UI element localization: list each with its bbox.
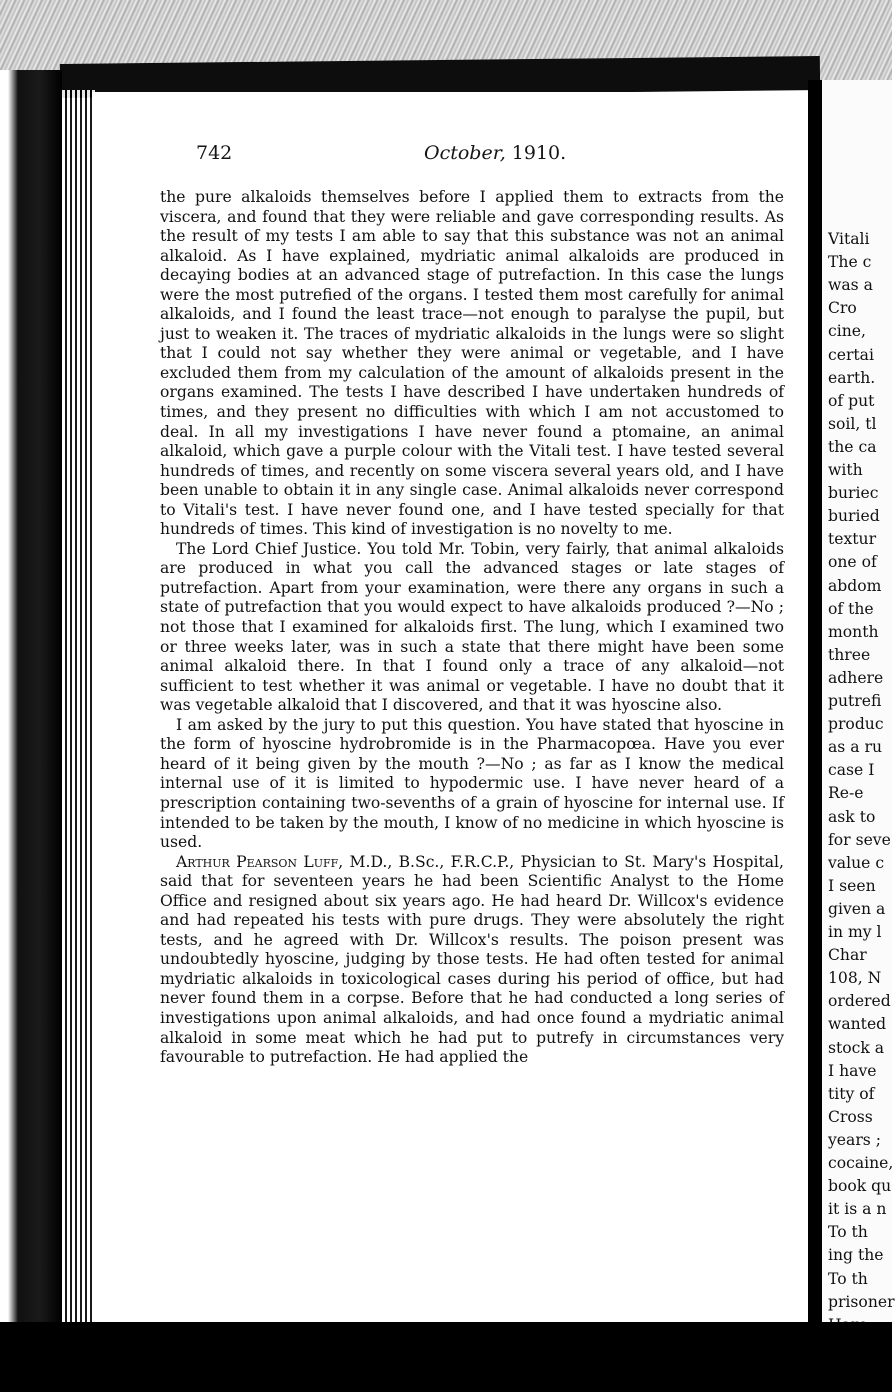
right-page-line: wanted: [828, 1015, 887, 1034]
right-page-line: with: [828, 461, 863, 479]
right-page-line: one of: [828, 553, 877, 572]
right-page-line: month: [828, 622, 879, 641]
right-page-line: earth.: [828, 368, 876, 387]
paragraph: I am asked by the jury to put this question. You have stated that hyoscine in the form of hyoscine hydrobromide is in the Pharmacopœa. Have you ever heard of it being given by the mouth ?—No ; as far as I know the medical internal use of it is limited to hypodermic use. I have never heard of a prescription containing two-sevenths of a grain of hyoscine for internal use. If intended to be taken by the mouth, I know of no medicine in which hyoscine is used.: [160, 715, 784, 852]
right-page-line: value c: [828, 853, 885, 872]
page-number: 742: [196, 142, 233, 164]
right-page-line: Cro: [828, 299, 857, 318]
right-page-line: abdom: [828, 576, 882, 595]
right-page-line: stock a: [828, 1038, 885, 1057]
right-page-line: putrefi: [828, 692, 882, 710]
right-page-line: produc: [828, 715, 884, 734]
right-page-line: prisoner: [828, 1292, 895, 1311]
right-page-line: buried: [828, 507, 880, 526]
right-page-line: of put: [828, 391, 875, 410]
right-page-line: was a: [828, 276, 873, 295]
right-page-line: as a ru: [828, 738, 883, 757]
right-page-line: Vitali: [828, 230, 870, 248]
paragraph: The Lord Chief Justice. You told Mr. Tobin, very fairly, that animal alkaloids are produced in what you call the advanced stages or late stages of putrefaction. Apart from your examination, were there any organs in such a state of putrefaction that you would expect to have alkaloids produced ?—No ; not those that I examined for alkaloids first. The lung, which I examined two or three weeks later, was in such a state that there might have been some animal alkaloid there. In that I found only a trace of any alkaloid—not sufficient to test whether it was animal or vegetable. I have no doubt that it was vegetable alkaloid that I discovered, and that it was hyoscine also.: [160, 539, 784, 715]
body-text: [160, 188, 784, 1068]
page-header: [196, 142, 756, 172]
scan-border-left: [0, 70, 62, 1392]
right-page-line: I have: [828, 1061, 877, 1080]
right-page-line: Char: [828, 946, 867, 965]
paragraph: the pure alkaloids themselves before I applied them to extracts from the viscera, and found that they were reliable and gave corresponding results. As the result of my tests I am able to say that this substance was not an animal alkaloid. As I have explained, mydriatic animal alkaloids are produced in decaying bodies at an advanced stage of putrefaction. In this case the lungs were the most putrefied of the organs. I tested them most carefully for animal alkaloids, and I found the least trace—not enough to paralyse the pupil, but just to weaken it. The traces of mydriatic alkaloids in the lungs were so slight that I could not say whether they were animal or vegetable, and I have excluded them from my calculation of the amount of alkaloids present in the organs examined. The tests I have described I have undertaken hundreds of times, and they present no difficulties with which I am not accustomed to deal. In all my investigations I have never found a ptomaine, an animal alkaloid, which gave a purple colour with the Vitali test. I have tested several hundreds of times, and recently on some viscera several years old, and I have been unable to obtain it in any single case. Animal alkaloids never correspond to Vitali's test. I have never found one, and I have tested specially for that hundreds of times. This kind of investigation is no novelty to me.: [160, 188, 784, 539]
right-page-line: years ;: [828, 1130, 882, 1149]
right-page-line: in my l: [828, 923, 882, 941]
right-page-line: the ca: [828, 437, 877, 456]
right-page-line: To th: [828, 1269, 868, 1288]
running-title: [424, 142, 566, 164]
book-spine-page-edges: [62, 90, 96, 1330]
right-page-line: ing the: [828, 1246, 884, 1265]
right-page-line: cocaine,: [828, 1154, 894, 1172]
running-title-year: 1910.: [511, 142, 567, 164]
right-page-line: Cross: [828, 1107, 873, 1126]
right-page-line: book qu: [828, 1177, 892, 1196]
right-page-line: three: [828, 645, 871, 664]
right-page-line: ordered: [828, 992, 891, 1011]
book-gutter: [808, 80, 822, 1330]
right-page-line: given a: [828, 899, 886, 918]
right-page-line: 108, N: [828, 969, 882, 988]
witness-testimony: M.D., B.Sc., F.R.C.P., Physician to St. Mary's Hospital, said that for seventeen years he had been Scientific Analyst to the Home Office and resigned about six years ago. He had heard Dr. Willcox's evidence and had repeated his tests with pure drugs. They were absolutely the right tests, and he agreed with Dr. Willcox's results. The poison present was undoubtedly hyoscine, judging by those tests. He had often tested for animal mydriatic alkaloids in toxicological cases during his period of office, but had never found them in a corpse. Before that he had conducted a long series of investigations upon animal alkaloids, and had once found a mydriatic animal alkaloid in some meat which he had put to putrefy in circumstances very favourable to putrefaction. He had applied the: [160, 852, 784, 1067]
right-page-line: To th: [828, 1223, 868, 1242]
right-page-line: Re-e: [828, 784, 864, 803]
right-page-line: adhere: [828, 668, 884, 687]
right-page-line: ask to: [828, 807, 876, 826]
right-page-line: I seen: [828, 876, 876, 895]
right-page-line: it is a n: [828, 1200, 887, 1219]
witness-name: Arthur Pearson Luff,: [176, 852, 344, 871]
right-page-line: buriec: [828, 484, 879, 503]
right-page-line: soil, tl: [828, 414, 877, 433]
right-page-line: certai: [828, 345, 874, 364]
running-title-month: October,: [424, 142, 506, 164]
right-page-fragment: [822, 80, 895, 1330]
scan-border-bottom: [0, 1322, 892, 1392]
right-page-line: textur: [828, 530, 877, 549]
paragraph-luff: [160, 853, 784, 1068]
right-page-line: cine,: [828, 322, 866, 341]
right-page-line: tity of: [828, 1084, 875, 1103]
right-page-line: for seve: [828, 830, 891, 849]
right-page-line: of the: [828, 599, 874, 618]
right-page-line: case I: [828, 761, 875, 780]
right-page-line: The c: [828, 253, 872, 272]
